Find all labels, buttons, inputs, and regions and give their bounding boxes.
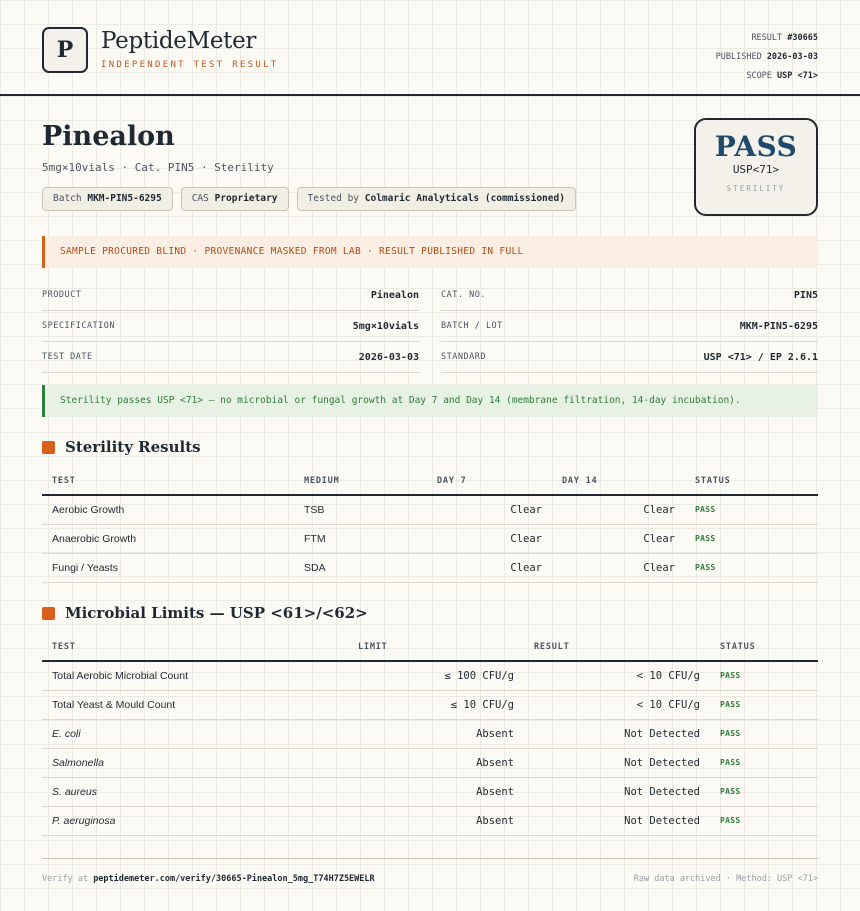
section-title-text: Sterility Results <box>65 438 201 456</box>
column-header: DAY 14 <box>552 467 685 495</box>
section-marker-icon <box>42 607 55 620</box>
detail-value: PIN5 <box>793 289 818 301</box>
column-header: TEST <box>42 467 294 495</box>
tested-by-chip <box>297 187 576 211</box>
detail-value: Pinealon <box>370 289 419 301</box>
blind-sample-notice: SAMPLE PROCURED BLIND · PROVENANCE MASKED FROM LAB · RESULT PUBLISHED IN FULL <box>42 236 818 268</box>
limit: ≤ 100 CFU/g <box>348 661 524 690</box>
verify-link[interactable]: peptidemeter.com/verify/30665-Pinealon_5mg_T74H7Z5EWELR <box>93 873 375 884</box>
table-row <box>42 495 818 524</box>
published-date <box>716 48 818 67</box>
detail-value: 2026-03-03 <box>358 351 419 363</box>
table-row <box>42 690 818 719</box>
status-badge: PASS <box>710 777 818 806</box>
result-label: RESULT <box>751 33 783 43</box>
column-header: RESULT <box>524 633 710 661</box>
status-badge: PASS <box>685 495 818 524</box>
result: < 10 CFU/g <box>524 661 710 690</box>
result: Not Detected <box>524 719 710 748</box>
status-badge: PASS <box>710 661 818 690</box>
published-value: 2026-03-03 <box>766 52 818 62</box>
detail-cat-no <box>441 280 818 311</box>
detail-key: PRODUCT <box>42 290 82 300</box>
column-header: STATUS <box>685 467 818 495</box>
cas-chip <box>181 187 289 211</box>
scope-label: SCOPE <box>746 71 772 81</box>
details-row <box>42 280 818 311</box>
status-badge: PASS <box>685 553 818 582</box>
sterility-summary-note: Sterility passes USP <71> — no microbial or fungal growth at Day 7 and Day 14 (membrane filtration, 14-day incubation). <box>42 385 818 417</box>
section-marker-icon <box>42 441 55 454</box>
published-label: PUBLISHED <box>715 52 762 62</box>
detail-key: CAT. NO. <box>441 290 486 300</box>
test-name: E. coli <box>42 719 348 748</box>
report-footer <box>42 858 818 898</box>
detail-batch-lot <box>441 311 818 342</box>
day7-result: Clear <box>427 553 552 582</box>
verify-prefix: Verify at <box>42 873 89 884</box>
result: < 10 CFU/g <box>524 690 710 719</box>
detail-product <box>42 280 419 311</box>
result: Not Detected <box>524 806 710 835</box>
brand-tagline: INDEPENDENT TEST RESULT <box>101 60 279 70</box>
batch-chip <box>42 187 173 211</box>
table-row <box>42 661 818 690</box>
table-row <box>42 806 818 835</box>
scope-value: USP <71> <box>777 71 818 81</box>
test-name: Anaerobic Growth <box>42 524 294 553</box>
product-subtitle: 5mg×10vials · Cat. PIN5 · Sterility <box>42 161 274 174</box>
table-row <box>42 748 818 777</box>
detail-key: TEST DATE <box>42 352 93 362</box>
detail-value: 5mg×10vials <box>352 320 419 332</box>
day14-result: Clear <box>552 553 685 582</box>
test-name: Salmonella <box>42 748 348 777</box>
chip-label: Tested by <box>307 193 360 204</box>
detail-standard <box>441 342 818 373</box>
table-header-row <box>42 633 818 661</box>
verdict-word: PASS <box>714 130 798 163</box>
chip-value: Colmaric Analyticals (commissioned) <box>364 193 565 204</box>
result: Not Detected <box>524 777 710 806</box>
detail-key: BATCH / LOT <box>441 321 503 331</box>
detail-value: USP <71> / EP 2.6.1 <box>703 351 818 363</box>
status-badge: PASS <box>710 690 818 719</box>
chip-value: MKM-PIN5-6295 <box>87 193 162 204</box>
limit: Absent <box>348 806 524 835</box>
column-header: DAY 7 <box>427 467 552 495</box>
medium: TSB <box>294 495 427 524</box>
table-row <box>42 524 818 553</box>
column-header: LIMIT <box>348 633 524 661</box>
column-header: TEST <box>42 633 348 661</box>
report-header <box>0 0 860 96</box>
brand-logo <box>42 27 88 73</box>
result: Not Detected <box>524 748 710 777</box>
day7-result: Clear <box>427 524 552 553</box>
detail-test-date <box>42 342 419 373</box>
test-name: Fungi / Yeasts <box>42 553 294 582</box>
day7-result: Clear <box>427 495 552 524</box>
limit: Absent <box>348 748 524 777</box>
result-meta <box>716 29 818 86</box>
chip-label: Batch <box>53 193 82 204</box>
table-row <box>42 553 818 582</box>
test-name: S. aureus <box>42 777 348 806</box>
status-badge: PASS <box>710 748 818 777</box>
table-header-row <box>42 467 818 495</box>
table-row <box>42 719 818 748</box>
detail-value: MKM-PIN5-6295 <box>739 320 818 332</box>
day14-result: Clear <box>552 495 685 524</box>
limit: ≤ 10 CFU/g <box>348 690 524 719</box>
column-header: STATUS <box>710 633 818 661</box>
verdict-badge <box>694 118 818 216</box>
scope <box>716 67 818 86</box>
sterility-table <box>42 467 818 583</box>
section-title-text: Microbial Limits — USP <61>/<62> <box>65 604 368 622</box>
status-badge: PASS <box>685 524 818 553</box>
product-chips <box>42 187 576 211</box>
result-number <box>716 29 818 48</box>
column-header: MEDIUM <box>294 467 427 495</box>
medium: SDA <box>294 553 427 582</box>
verdict-standard: USP<71> <box>732 163 780 176</box>
result-value: #30665 <box>787 33 818 43</box>
details-grid <box>42 280 818 373</box>
test-name: Total Yeast & Mould Count <box>42 690 348 719</box>
status-badge: PASS <box>710 719 818 748</box>
limit: Absent <box>348 719 524 748</box>
detail-key: SPECIFICATION <box>42 321 116 331</box>
day14-result: Clear <box>552 524 685 553</box>
limit: Absent <box>348 777 524 806</box>
sterility-section-title <box>42 438 201 456</box>
microbial-section-title <box>42 604 368 622</box>
microbial-limits-table <box>42 633 818 836</box>
table-row <box>42 777 818 806</box>
brand-name: PeptideMeter <box>101 28 257 54</box>
test-name: Total Aerobic Microbial Count <box>42 661 348 690</box>
method-note: Raw data archived · Method: USP <71> <box>633 873 818 884</box>
chip-label: CAS <box>191 193 209 204</box>
details-row <box>42 311 818 342</box>
status-badge: PASS <box>710 806 818 835</box>
details-row <box>42 342 818 373</box>
logo-letter: P <box>56 37 74 63</box>
test-name: Aerobic Growth <box>42 495 294 524</box>
test-name: P. aeruginosa <box>42 806 348 835</box>
detail-specification <box>42 311 419 342</box>
verify-text <box>42 874 375 884</box>
medium: FTM <box>294 524 427 553</box>
product-title: Pinealon <box>42 121 175 152</box>
verdict-scope: STERILITY <box>726 184 786 193</box>
detail-key: STANDARD <box>441 352 486 362</box>
chip-value: Proprietary <box>214 193 278 204</box>
